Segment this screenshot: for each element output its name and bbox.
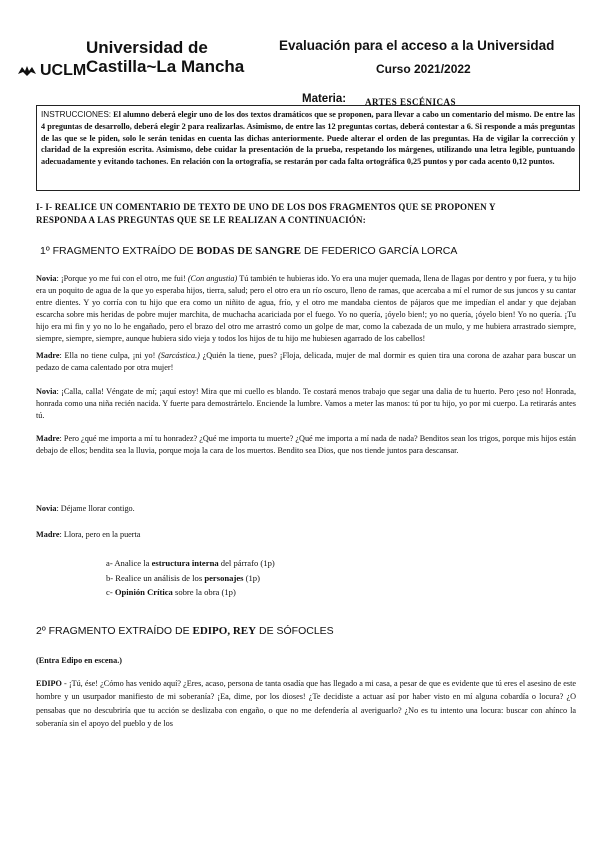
eagle-icon <box>17 65 37 77</box>
section-title-line1: I- I- REALICE UN COMENTARIO DE TEXTO DE UNO DE LOS DOS FRAGMENTOS QUE SE PROPONEN Y <box>36 202 496 212</box>
subject-value: ARTES ESCÉNICAS <box>365 97 456 107</box>
task-text: a- Analice la <box>106 558 152 568</box>
university-name <box>86 38 244 76</box>
logo-text: UCLM <box>40 62 87 79</box>
dialogue-paragraph <box>36 433 576 457</box>
subject-label: Materia: <box>302 93 347 105</box>
task-keyword: estructura interna <box>151 558 219 568</box>
speaker-name: Novia <box>36 274 57 283</box>
dialogue-text: ¿Quién la tiene, pues? ¡Floja, delicada, mujer de mal dormir es quien tira una corona de azahar para buscar un pedazo de cama calentado por otra mujer! <box>36 351 576 372</box>
instructions-text: El alumno deberá elegir uno de los dos textos dramáticos que se proponen, para llevar a cabo un comentario del mismo. De entre las 4 preguntas de desarrollo, deberá elegir 2 para realizarlas. Asimismo, de entre las 12 preguntas cortas, deberá contestar a 6. Si responde a más preguntas de las que se le piden, solo le serán tenidas en cuenta las dichas anteriormente. Puede alterar el orden de las preguntas. Ha de vigilar la corrección y claridad de la expresión escrita. Asimismo, debe cuidar la presentación de la prueba, respetando los márgenes, utilizando una letra legible, puntuando adecuadamente y evitando tachones. En relación con la ortografía, se restarán por cada falta ortográfica 0,25 puntos y por cada acento 0,12 puntos. <box>41 110 575 167</box>
fragment2-heading-post: DE SÓFOCLES <box>256 625 334 637</box>
fragment2-work-title: EDIPO, REY <box>192 625 257 637</box>
speaker-name: Novia <box>36 387 57 396</box>
task-item <box>106 556 275 571</box>
task-keyword: personajes <box>204 572 244 583</box>
fragment2-heading-pre: 2º FRAGMENTO EXTRAÍDO DE <box>36 625 193 637</box>
dialogue-paragraph <box>36 350 576 374</box>
dialogue-paragraph <box>36 529 576 541</box>
speaker-name: Madre <box>36 434 60 443</box>
section-title-line2: RESPONDA A LAS PREGUNTAS QUE SE LE REALIZAN A CONTINUACIÓN: <box>36 215 366 225</box>
dialogue-text: - ¡Tú, ése! ¿Cómo has venido aquí? ¿Eres, acaso, persona de tanta osadía que has llegado a mi casa, a pesar de que es evidente que tú eres el asesino de este hombre y un usurpador manifiesto de mi soberanía? ¡Ea, dime, por los dioses! ¿Te decidiste a actuar así por haber visto en mí alguna cobardía o locura? ¿O pensabas que no descubriría que tu acción se deslizaba con engaño, o que no me defendería al averiguarlo? ¿No es tu intento una locura: buscar con ahínco la soberanía sin el apoyo del pueblo y de los <box>36 679 576 728</box>
stage-direction: (Con angustia) <box>187 274 238 283</box>
dialogue-paragraph <box>36 386 576 422</box>
dialogue-paragraph <box>36 677 576 730</box>
dialogue-paragraph <box>36 273 576 344</box>
speaker-name: Madre <box>36 530 60 539</box>
task-item <box>106 585 275 600</box>
uclm-logo <box>17 62 86 80</box>
speaker-name: Madre <box>36 351 60 360</box>
dialogue-text: : Déjame llorar contigo. <box>56 504 135 513</box>
fragment2-heading <box>36 625 334 637</box>
fragment1-heading <box>40 245 457 257</box>
stage-direction: (Sarcástica.) <box>158 351 200 360</box>
task-text: del párrafo (1p) <box>218 558 275 568</box>
stage-direction-entry: (Entra Edipo en escena.) <box>36 656 122 665</box>
instructions-box <box>36 105 580 191</box>
course-year: Curso 2021/2022 <box>376 62 471 76</box>
instructions-label: INSTRUCCIONES: <box>41 110 112 119</box>
speaker-name: EDIPO <box>36 679 62 688</box>
university-name-line2: Castilla~La Mancha <box>86 57 245 76</box>
task-item <box>106 571 275 586</box>
dialogue-text: : ¡Calla, calla! Véngate de mí; ¡aquí estoy! Mira que mi cuello es blando. Te costará menos trabajo que segar una dalia de tu huerto. Pero ¡eso no! Honrada, honrada como una niña recién nacida. Y fuerte para demostrártelo. Enciende la lumbre. Vamos a meter las manos: tú por tu hijo, yo por mi cuerpo. La retirarás antes tú. <box>36 387 576 420</box>
task-text: (1p) <box>243 572 260 583</box>
task-list <box>106 556 275 600</box>
dialogue-text: Tú también te hubieras ido. Yo era una mujer quemada, llena de llagas por dentro y por fuera, y tu hijo era un poquito de agua de la que yo esperaba hijos, tierra, salud; pero el otro era un río oscuro, lleno de ramas, que acercaba a mí el rumor de sus juncos y su cantar entre dientes. Y yo corría con tu hijo que era como un niñito de agua, frío, y el otro me mandaba cientos de pájaros que me impedían el andar y que dejaban escarcha sobre mis heridas de pobre mujer marchita, de muchacha acariciada por el fuego. Yo no quería, ¡óyelo bien!; yo no quería, ¡óyelo bien! Yo no quería. ¡Tu hijo era mi fin y yo no lo he engañado, pero el brazo del otro me arrastró como un golpe de mar, como la cabezada de un mulo, y me hubiera arrastrado siempre, siempre, siempre, siempre, aunque hubiera sido vieja y todos los hijos de tu hijo me hubiesen agarrado de los cabellos! <box>36 274 576 343</box>
task-text: b- Realice un análisis de los <box>106 572 205 583</box>
dialogue-text: : Pero ¿qué me importa a mí tu honradez? ¿Qué me importa tu muerte? ¿Qué me importa a mí nada de nada? Benditos sean los trigos, porque mis hijos están debajo de ellos; bendita sea la lluvia, porque moja la cara de los muertos. Bendito sea Dios, que nos tiende juntos para descansar. <box>36 434 576 455</box>
task-text: sobre la obra (1p) <box>172 587 236 597</box>
fragment1-heading-pre: 1º FRAGMENTO EXTRAÍDO DE <box>40 245 197 257</box>
fragment1-heading-post: DE FEDERICO GARCÍA LORCA <box>301 245 458 257</box>
exam-title: Evaluación para el acceso a la Universidad <box>279 38 555 53</box>
university-name-line1: Universidad de <box>86 38 208 57</box>
dialogue-text: : Ella no tiene culpa, ¡ni yo! <box>59 351 159 360</box>
task-text: c- <box>106 587 115 597</box>
task-keyword: Opinión Crítica <box>114 587 173 597</box>
dialogue-text: : Llora, pero en la puerta <box>59 530 141 539</box>
fragment1-work-title: BODAS DE SANGRE <box>196 245 302 257</box>
section-title <box>36 201 576 227</box>
dialogue-text: : ¡Porque yo me fui con el otro, me fui! <box>56 274 188 283</box>
speaker-name: Novia <box>36 504 57 513</box>
dialogue-paragraph <box>36 503 576 515</box>
